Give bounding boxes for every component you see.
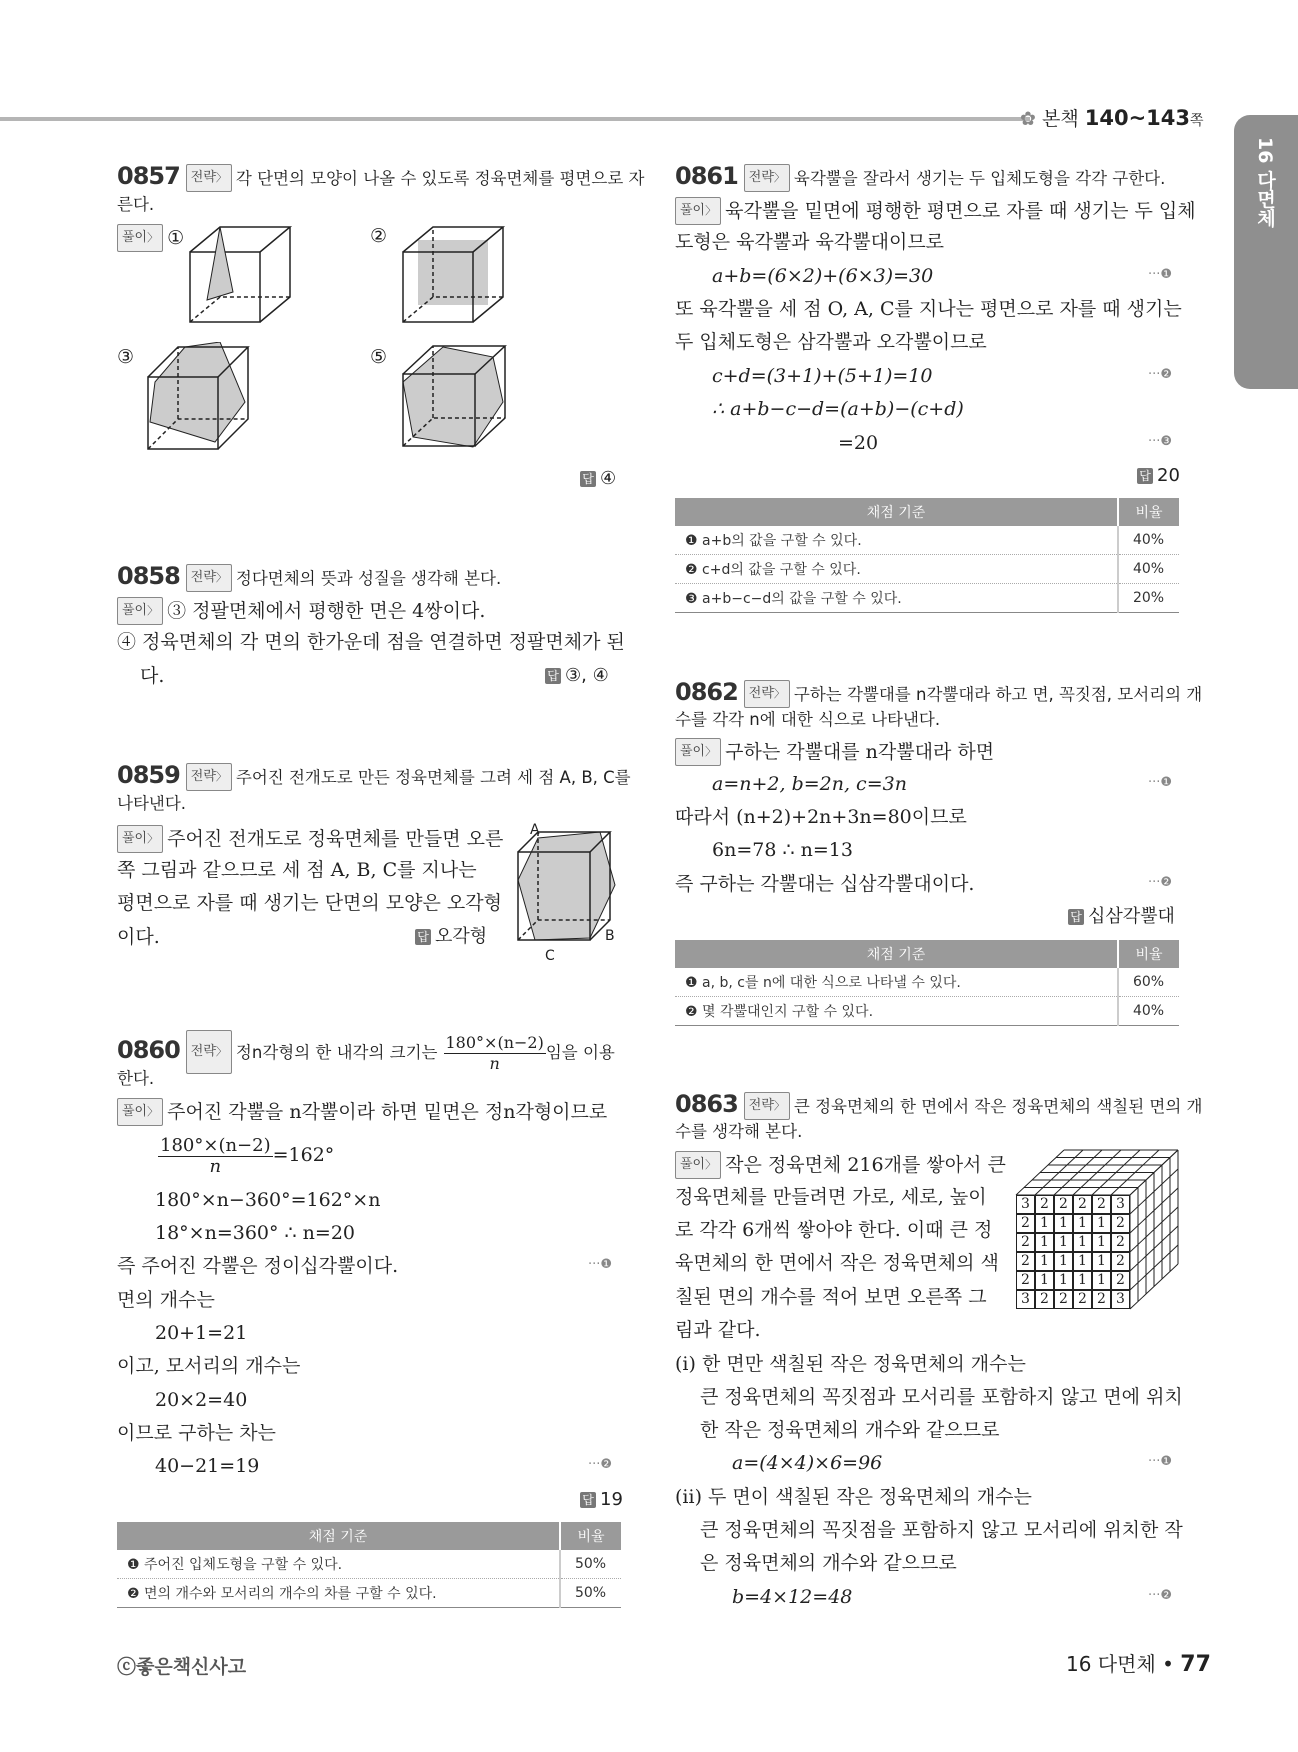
grid-cell: 2 [1092, 1195, 1111, 1214]
answer-0859: 답 오각형 [415, 925, 487, 949]
problem-0861-header: 0861 전략 〉 육각뿔을 잘라서 생기는 두 입체도형을 각각 구한다. [675, 164, 1165, 192]
table-row: ❶ a, b, c를 n에 대한 식으로 나타낼 수 있다. 60% [675, 968, 1179, 997]
grid-cell: 2 [1016, 1271, 1035, 1290]
grid-cell: 1 [1035, 1233, 1054, 1252]
grid-cell: 3 [1111, 1195, 1130, 1214]
grid-cell: 2 [1054, 1195, 1073, 1214]
criteria-table-0861: 채점 기준 비율 ❶ a+b의 값을 구할 수 있다. 40% ❷ c+d의 값을 구할 수 있다. 40% ❸ a+b−c−d의 값을 구할 수 있다. 20% [675, 498, 1179, 613]
problem-0858-header: 0858 전략 〉 정다면체의 뜻과 성질을 생각해 본다. [117, 564, 501, 592]
grid-cell: 3 [1016, 1195, 1035, 1214]
grid-cell: 1 [1035, 1271, 1054, 1290]
grid-cell: 1 [1073, 1271, 1092, 1290]
grid-cell: 1 [1073, 1214, 1092, 1233]
grid-cell: 1 [1054, 1233, 1073, 1252]
answer-icon: 답 [415, 929, 431, 945]
grid-cell: 2 [1016, 1252, 1035, 1271]
problem-0862-header: 0862 전략 〉 구하는 각뿔대를 n각뿔대라 하고 면, 꼭짓점, 모서리의 개 [675, 680, 1202, 708]
grid-cell: 2 [1073, 1290, 1092, 1309]
grid-cell: 2 [1111, 1252, 1130, 1271]
grid-cell: 1 [1035, 1252, 1054, 1271]
grid-cell: 1 [1035, 1214, 1054, 1233]
answer-icon: 답 [580, 1492, 596, 1508]
criteria-table-0862: 채점 기준 비율 ❶ a, b, c를 n에 대한 식으로 나타낼 수 있다. 60% ❷ 몇 각뿔대인지 구할 수 있다. 40% [675, 940, 1179, 1026]
grid-cell: 1 [1092, 1252, 1111, 1271]
publisher-logo: ⓒ좋은책신사고 [117, 1656, 247, 1678]
fraction: $\frac{180^\circ\times(n-2)}{n}$ [445, 1032, 544, 1073]
answer-icon: 답 [1068, 909, 1084, 925]
problem-0860-header: 0860 전략 〉 정n각형의 한 내각의 크기는 $\frac{180^\circ\times(n-2)}{n}$ 임을 이용 [117, 1030, 615, 1070]
grid-cell: 2 [1111, 1233, 1130, 1252]
grid-cell: 2 [1016, 1233, 1035, 1252]
table-row: ❷ 면의 개수와 모서리의 개수의 차를 구할 수 있다. 50% [117, 1579, 621, 1608]
criteria-table-0860: 채점 기준 비율 ❶ 주어진 입체도형을 구할 수 있다. 50% ❷ 면의 개수와 모서리의 개수의 차를 구할 수 있다. 50% [117, 1522, 621, 1608]
grid-cell: 2 [1035, 1290, 1054, 1309]
grid-cell: 2 [1111, 1214, 1130, 1233]
table-row: ❸ a+b−c−d의 값을 구할 수 있다. 20% [675, 584, 1179, 613]
cube-figure-2 [398, 222, 508, 332]
grid-cell: 1 [1054, 1214, 1073, 1233]
grid-cell: 1 [1092, 1214, 1111, 1233]
grid-cell: 2 [1054, 1290, 1073, 1309]
answer-0860: 답 19 [580, 1488, 623, 1512]
grid-cell: 2 [1035, 1195, 1054, 1214]
grid-cell: 1 [1073, 1252, 1092, 1271]
cube-face-grid [1016, 1195, 1130, 1315]
table-row: ❶ 주어진 입체도형을 구할 수 있다. 50% [117, 1550, 621, 1579]
problem-0863-header: 0863 전략 〉 큰 정육면체의 한 면에서 작은 정육면체의 색칠된 면의 개 [675, 1092, 1202, 1120]
grid-cell: 2 [1092, 1290, 1111, 1309]
problem-0857-header: 0857 전략 〉 각 단면의 모양이 나올 수 있도록 정육면체를 평면으로 자 [117, 164, 644, 192]
answer-0857: 답 ④ [580, 467, 616, 491]
cube-figure-3 [145, 342, 255, 454]
grid-cell: 1 [1054, 1252, 1073, 1271]
cube-pentagon-figure [510, 820, 620, 950]
answer-0861: 답 20 [1137, 464, 1180, 488]
page-reference: ✿ 본책 140~143쪽 [1020, 106, 1204, 130]
grid-cell: 2 [1111, 1271, 1130, 1290]
header-rule [0, 117, 1030, 121]
grid-cell: 1 [1073, 1233, 1092, 1252]
page-footer: 16 다면체 • 77 [1066, 1652, 1211, 1677]
cube-figure-5 [398, 342, 510, 454]
answer-icon: 답 [545, 668, 561, 684]
cube-figure-1 [185, 222, 295, 332]
grid-cell: 1 [1092, 1233, 1111, 1252]
equation-fraction: $\frac{180^\circ\times(n-2)}{n}$ =162° [160, 1134, 335, 1177]
answer-0858: 답 ③, ④ [545, 664, 609, 688]
flower-icon: ✿ [1020, 108, 1036, 130]
grid-cell: 2 [1016, 1214, 1035, 1233]
table-row: ❷ c+d의 값을 구할 수 있다. 40% [675, 555, 1179, 584]
table-row: ❷ 몇 각뿔대인지 구할 수 있다. 40% [675, 997, 1179, 1026]
grid-cell: 1 [1092, 1271, 1111, 1290]
grid-cell: 3 [1111, 1290, 1130, 1309]
answer-icon: 답 [1137, 468, 1153, 484]
grid-cell: 3 [1016, 1290, 1035, 1309]
problem-0859-header: 0859 전략 〉 주어진 전개도로 만든 정육면체를 그려 세 점 A, B, C를 [117, 763, 631, 791]
answer-icon: 답 [580, 471, 596, 487]
grid-cell: 2 [1073, 1195, 1092, 1214]
grid-cell: 1 [1054, 1271, 1073, 1290]
chapter-side-tab[interactable]: 16 다면체 [1234, 115, 1298, 389]
answer-0862: 답 십삼각뿔대 [1068, 905, 1175, 929]
table-row: ❶ a+b의 값을 구할 수 있다. 40% [675, 526, 1179, 555]
